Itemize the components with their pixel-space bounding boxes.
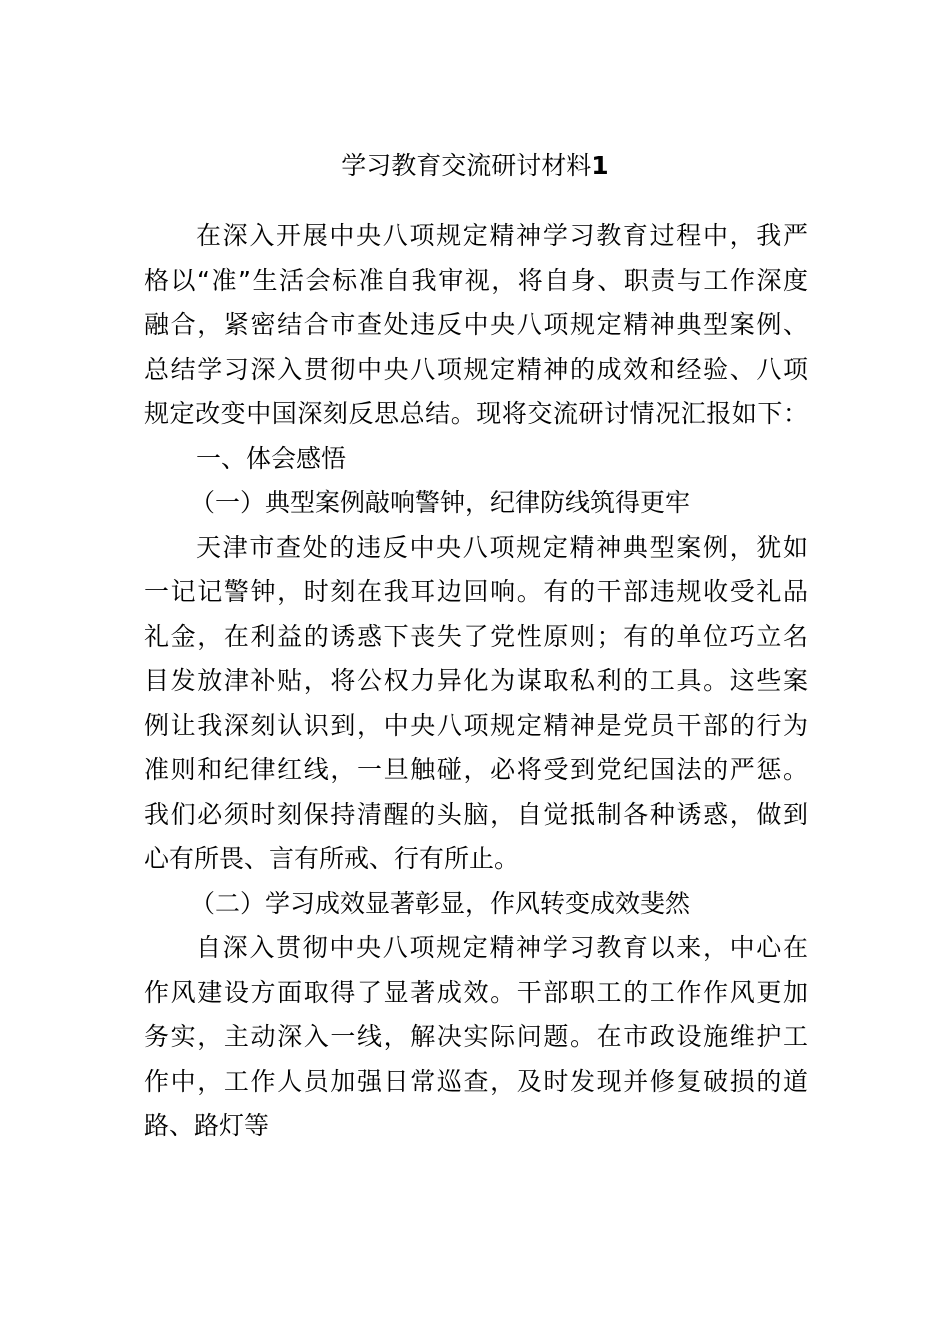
paragraph-line: 天津市查处的违反中央八项规定精神典型案例，犹如 [196, 532, 808, 562]
paragraph-line: 目发放津补贴，将公权力异化为谋取私利的工具。这些案 [144, 666, 808, 695]
subsection-heading: （一）典型案例敲响警钟，纪律防线筑得更牢 [190, 488, 691, 517]
paragraph-line: 准则和纪律红线，一旦触碰，必将受到党纪国法的严惩。 [144, 755, 808, 784]
document-title [0, 146, 950, 186]
paragraph-line: 融合，紧密结合市查处违反中央八项规定精神典型案例、 [144, 310, 808, 339]
document-body [144, 214, 808, 1149]
paragraph-line: 心有所畏、言有所戒、行有所止。 [144, 844, 520, 873]
paragraph-line: 务实，主动深入一线，解决实际问题。在市政设施维护工 [144, 1022, 808, 1051]
paragraph-line: 一记记警钟，时刻在我耳边回响。有的干部违规收受礼品 [144, 577, 808, 606]
paragraph-line: 礼金，在利益的诱惑下丧失了党性原则；有的单位巧立名 [144, 621, 808, 651]
section-heading: 一、体会感悟 [196, 443, 347, 473]
paragraph-line: 例让我深刻认识到，中央八项规定精神是党员干部的行为 [144, 710, 808, 740]
title-number: 1 [591, 151, 609, 180]
subsection-heading: （二）学习成效显著彰显，作风转变成效斐然 [190, 888, 691, 918]
paragraph-line: 路、路灯等 [144, 1111, 270, 1140]
paragraph-line: 在深入开展中央八项规定精神学习教育过程中，我严 [196, 221, 808, 250]
paragraph-line: 规定改变中国深刻反思总结。现将交流研讨情况汇报如下： [144, 399, 808, 428]
paragraph-line: 自深入贯彻中央八项规定精神学习教育以来，中心在 [196, 933, 808, 962]
paragraph-line: 总结学习深入贯彻中央八项规定精神的成效和经验、八项 [144, 354, 808, 384]
paragraph-line: 我们必须时刻保持清醒的头脑，自觉抵制各种诱惑，做到 [144, 799, 808, 829]
paragraph-line: 格以“准”生活会标准自我审视，将自身、职责与工作深度 [144, 265, 808, 295]
paragraph-line: 作风建设方面取得了显著成效。干部职工的工作作风更加 [144, 977, 808, 1007]
title-text: 学习教育交流研讨材料 [341, 151, 592, 180]
paragraph-line: 作中，工作人员加强日常巡查，及时发现并修复破损的道 [144, 1066, 808, 1096]
